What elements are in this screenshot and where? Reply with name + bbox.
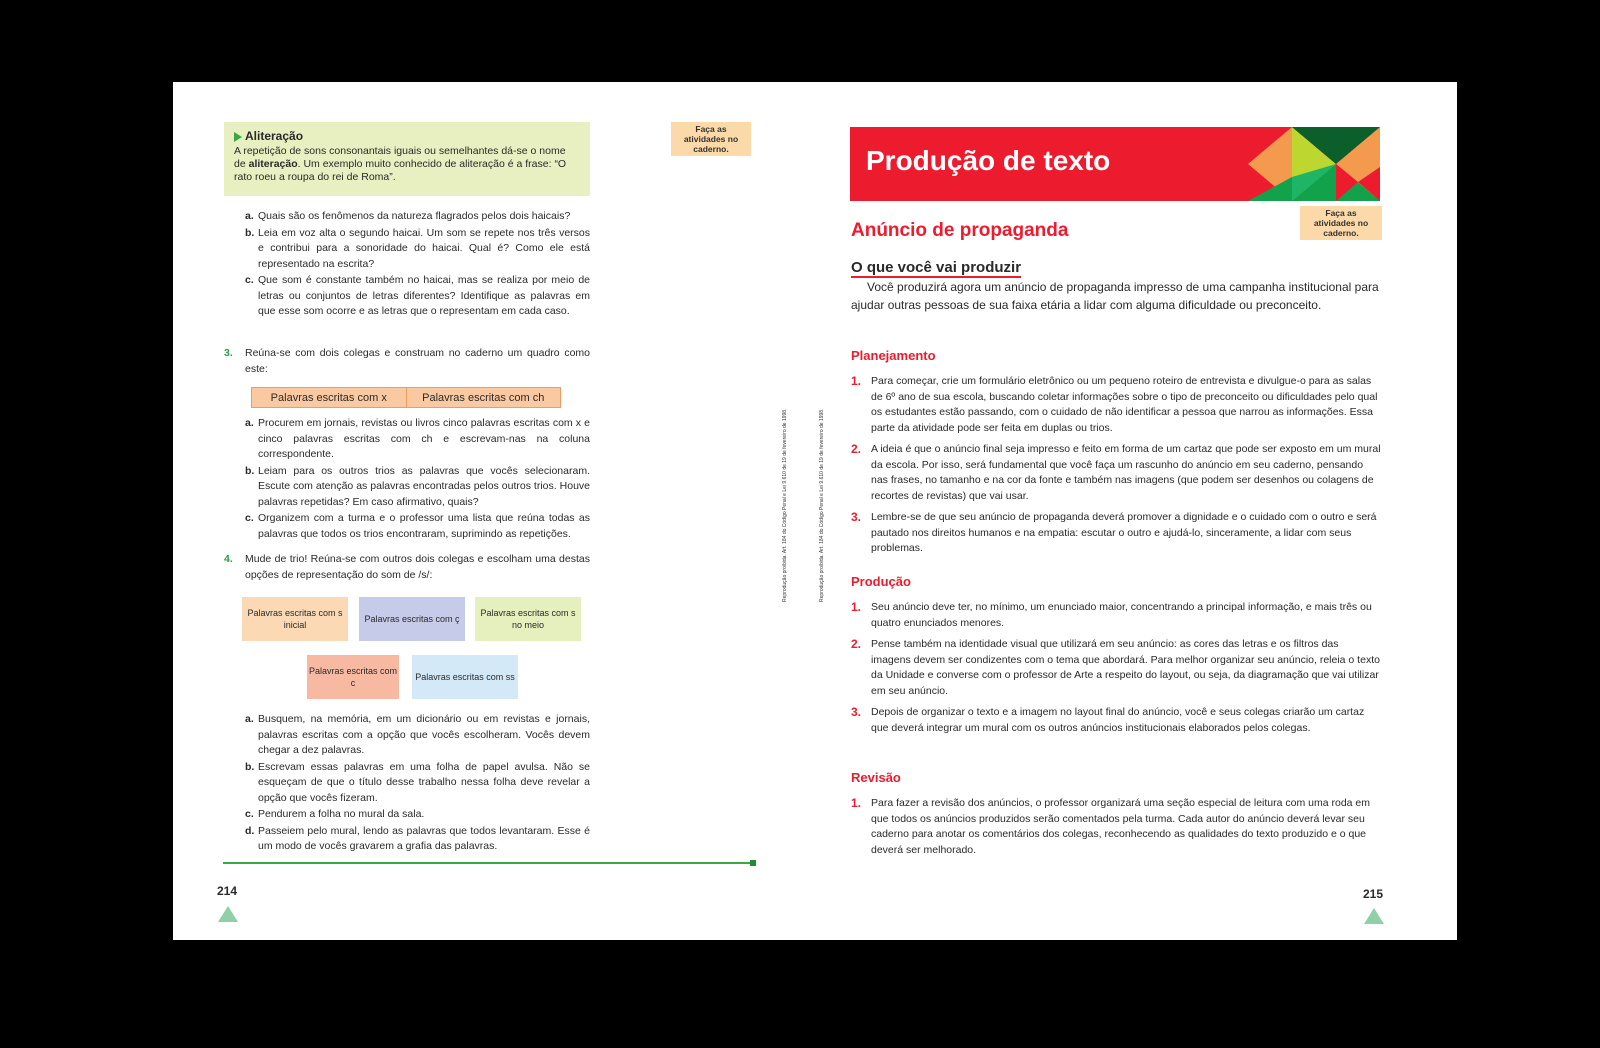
table-header-ch: Palavras escritas com ch — [406, 388, 561, 407]
item-text: Pense também na identidade visual que utilizará em seu anúncio: as cores das letras e os filtros das imagens devem ser condizentes com o tema que abordará. Para melhor organizar seu anúncio, releia o texto da Unidade e converse com o professor de Arte a respeito do layout, ou seja, da diagramação que vai utilizar em seu anúncio. — [871, 638, 1380, 697]
heading-producao: Produção — [851, 574, 911, 589]
table-header-x: Palavras escritas com x — [270, 391, 387, 404]
concept-bold-term: aliteração — [248, 158, 298, 170]
subitem-letter: d. — [245, 824, 255, 837]
page-215 — [815, 82, 1457, 940]
question-2-subitems — [224, 209, 590, 321]
page-triangle-icon — [1364, 908, 1384, 924]
subitem-c — [224, 807, 590, 823]
subitem-letter: c. — [245, 808, 254, 820]
heading-planejamento: Planejamento — [851, 348, 936, 363]
subitem-text: Passeiem pelo mural, lendo as palavras que todos levantaram. Esse é um modo de vocês gravarem a grafia das palavras. — [258, 824, 590, 852]
subitem-text: Escrevam essas palavras em uma folha de papel avulsa. Não se esqueçam de que o título desse trabalho nessa folha deve revelar a opção que vocês fizeram. — [258, 760, 590, 804]
subitem-letter: a. — [245, 417, 254, 429]
list-revisao — [851, 796, 1381, 864]
list-item — [851, 600, 1381, 631]
item-text: Para começar, crie um formulário eletrônico ou um pequeno roteiro de entrevista e divulgue-o para as salas de 6º ano de sua escola, buscando coletar informações sobre o tipo de preconceito ou dificuldades pelo qual os estudantes estão passando, com o cuidado de não identificar a pessoa que narrou as informações. Essa parte da atividade pode ser feita em duplas ou trios. — [871, 375, 1378, 434]
legal-note: Reprodução proibida. Art. 184 do Código Penal e Lei 9.610 de 19 de fevereiro de 1998. — [819, 408, 825, 602]
subitem-b — [224, 464, 590, 511]
triangle-pattern-icon — [1248, 127, 1380, 201]
section-subtitle: O que você vai produzir — [851, 259, 1022, 276]
item-number: 1. — [851, 600, 862, 614]
option-s-meio: Palavras escritas com s no meio — [475, 597, 581, 641]
banner-title: Produção de texto — [866, 145, 1111, 176]
subitem-text: Que som é constante também no haicai, mas se realiza por meio de letras ou conjuntos de letras diferentes? Identifique as palavras em que esse som ocorre e as letras que o representam em cada caso. — [258, 274, 590, 317]
question-4-subitems — [224, 712, 590, 856]
heading-revisao: Revisão — [851, 770, 901, 785]
item-text: Seu anúncio deve ter, no mínimo, um enunciado maior, concentrando a principal informação, e mais três ou quatro enunciados menores. — [871, 601, 1372, 629]
item-number: 2. — [851, 637, 862, 651]
notebook-badge: Faça as atividades no caderno. — [671, 122, 751, 156]
concept-title — [234, 130, 580, 143]
rule-end-marker — [750, 860, 756, 866]
subitem-letter: c. — [245, 274, 254, 286]
section-banner — [850, 127, 1380, 201]
subitem-text: Quais são os fenômenos da natureza flagrados pelos dois haicais? — [258, 210, 571, 222]
option-s-inicial: Palavras escritas com s inicial — [242, 597, 348, 641]
notebook-badge: Faça as atividades no caderno. — [1300, 206, 1382, 240]
concept-title-text: Aliteração — [245, 129, 304, 143]
item-number: 2. — [851, 442, 862, 456]
book-spread — [173, 82, 1457, 940]
triangle-bullet-icon — [234, 132, 242, 142]
item-number: 3. — [851, 510, 862, 524]
subitem-letter: b. — [245, 226, 255, 239]
subitem-b — [224, 226, 590, 273]
question-number: 3. — [224, 347, 233, 359]
list-item — [851, 510, 1381, 557]
subitem-letter: b. — [245, 464, 255, 477]
question-number: 4. — [224, 553, 233, 565]
option-c-cedilha: Palavras escritas com ç — [359, 597, 465, 641]
subitem-text: Leia em voz alta o segundo haicai. Um som se repete nos três versos e contribui para a sonoridade do haicai. Qual é? Como ele está representado na escrita? — [258, 226, 590, 270]
subitem-letter: a. — [245, 713, 254, 725]
list-producao — [851, 600, 1381, 742]
list-item — [851, 705, 1381, 736]
legal-note: Reprodução proibida. Art. 184 do Código Penal e Lei 9.610 de 19 de fevereiro de 1998. — [782, 408, 788, 602]
item-text: Lembre-se de que seu anúncio de propaganda deverá promover a dignidade e o cuidado com o outro e será pautado nos direitos humanos e na empatia: escutar o outro e ajudá-lo, sinceramente, a lidar com seus problemas. — [871, 511, 1377, 554]
item-number: 1. — [851, 374, 862, 388]
item-number: 3. — [851, 705, 862, 719]
page-214 — [173, 82, 815, 940]
subitem-c — [224, 273, 590, 320]
question-3-text — [224, 346, 590, 377]
item-text: Para fazer a revisão dos anúncios, o professor organizará uma seção especial de leitura com uma roda em que todos os anúncios produzidos serão comentados pela turma. Cada autor do anúncio deverá levar seu caderno para anotar os comentários dos colegas, reconhecendo as qualidades do texto produzido e o que deverá ser melhorado. — [871, 797, 1371, 856]
question-text: Mude de trio! Reúna-se com outros dois colegas e escolham uma destas opções de representação do som de /s/: — [245, 553, 590, 581]
subitem-text: Busquem, na memória, em um dicionário ou em revistas e jornais, palavras escritas com a opção que vocês escolheram. Vocês devem chegar a dez palavras. — [258, 713, 590, 756]
subitem-c — [224, 511, 590, 542]
intro-paragraph: Você produzirá agora um anúncio de propaganda impresso de uma campanha institucional para ajudar outras pessoas de sua faixa etária a lidar com alguma dificuldade ou preconceito. — [851, 280, 1379, 312]
bottom-rule — [223, 862, 753, 864]
subitem-letter: a. — [245, 210, 254, 222]
subitem-letter: c. — [245, 512, 254, 524]
page-number: 214 — [217, 884, 238, 898]
subitem-text: Procurem em jornais, revistas ou livros cinco palavras escritas com x e cinco palavras escritas com ch e escrevam-nas na coluna correspondente. — [258, 417, 590, 460]
list-item — [851, 796, 1381, 858]
item-text: Depois de organizar o texto e a imagem no layout final do anúncio, você e seus colegas criarão um cartaz que deverá integrar um mural com os outros anúncios institucionais elaborados pelos colegas. — [871, 706, 1365, 734]
page-number: 215 — [1363, 887, 1384, 901]
concept-text-2: . Um exemplo muito conhecido de aliteração é a frase: “O rato roeu a roupa do rei de Roma”. — [234, 158, 567, 183]
item-text: A ideia é que o anúncio final seja impresso e feito em forma de um cartaz que pode ser exposto em um mural da escola. Por isso, será fundamental que você faça um rascunho do anúncio em seu caderno, pensando nas frases, no tamanho e na cor da fonte e também nas imagens (que podem ser desenhos ou colagens de recortes de revistas) que vai usar. — [871, 443, 1381, 502]
subitem-b — [224, 760, 590, 807]
list-planejamento — [851, 374, 1381, 563]
question-3-subitems — [224, 416, 590, 543]
subitem-a — [224, 209, 590, 225]
page-triangle-icon — [218, 906, 238, 922]
concept-text-1: A repetição de sons consonantais iguais ou semelhantes dá-se o nome de — [234, 145, 566, 170]
concept-box-aliteracao — [224, 122, 590, 196]
question-text: Reúna-se com dois colegas e construam no caderno um quadro como este: — [245, 347, 590, 375]
subitem-text: Organizem com a turma e o professor uma lista que reúna todas as palavras que todos os trios encontraram, suprimindo as repetições. — [258, 512, 590, 540]
table-x-ch — [251, 387, 561, 408]
subitem-d — [224, 824, 590, 855]
subitem-a — [224, 712, 590, 759]
concept-text — [234, 145, 580, 184]
list-item — [851, 374, 1381, 436]
question-4 — [224, 552, 590, 583]
option-c: Palavras escritas com c — [307, 655, 399, 699]
subitem-letter: b. — [245, 760, 255, 773]
question-3 — [224, 346, 590, 377]
subitem-text: Leiam para os outros trios as palavras que vocês selecionaram. Escute com atenção as palavras encontradas pelos outros trios. Houve palavras repetidas? Em caso afirmativo, quais? — [258, 464, 590, 508]
item-number: 1. — [851, 796, 862, 810]
subitem-text: Pendurem a folha no mural da sala. — [258, 808, 425, 820]
subitem-a — [224, 416, 590, 463]
page-title: Anúncio de propaganda — [851, 220, 1069, 241]
list-item — [851, 637, 1381, 699]
question-4-text — [224, 552, 590, 583]
list-item — [851, 442, 1381, 504]
option-ss: Palavras escritas com ss — [412, 655, 518, 699]
